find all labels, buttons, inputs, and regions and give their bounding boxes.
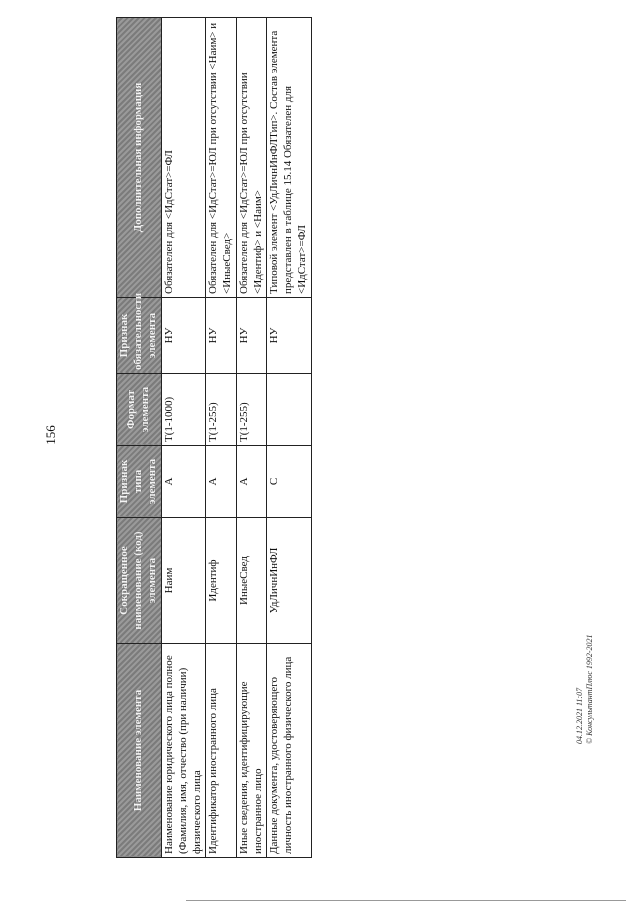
- cell-type: А: [162, 446, 206, 518]
- cell-info: Обязателен для <ИдСтат>=ЮЛ при отсутствии <Идентиф> и <Наим>: [236, 18, 267, 298]
- cell-name: Наименование юридического лица полное (Фамилия, имя, отчество (при наличии) физического лица: [162, 644, 206, 858]
- cell-required: НУ: [206, 298, 237, 374]
- cell-format: T(1-255): [206, 374, 237, 446]
- page-number: 156: [42, 425, 58, 445]
- table-row: [206, 18, 237, 858]
- table-row: [162, 18, 206, 858]
- cell-type: А: [236, 446, 267, 518]
- cell-format: T(1-255): [236, 374, 267, 446]
- header-type: Признак типа элемента: [117, 446, 162, 518]
- header-format: Формат элемента: [117, 374, 162, 446]
- cell-format: [267, 374, 311, 446]
- table-row: [267, 18, 311, 858]
- stamp-date: 04.12.2021 11:07: [575, 687, 584, 744]
- cell-info: Обязателен для <ИдСтат>=ФЛ: [162, 18, 206, 298]
- cell-name: Данные документа, удостоверяющего личность иностранного физического лица: [267, 644, 311, 858]
- cell-required: НУ: [162, 298, 206, 374]
- cell-required: НУ: [236, 298, 267, 374]
- cell-info: Типовой элемент <УдЛичнИнФЛТип>. Состав элемента представлен в таблице 15.14 Обязателен для <ИдСтат>=ФЛ: [267, 18, 311, 298]
- print-stamp: [575, 634, 594, 744]
- elements-table: [116, 17, 312, 858]
- table-header-row: [117, 18, 162, 858]
- header-info: Дополнительная информация: [117, 18, 162, 298]
- cell-type: С: [267, 446, 311, 518]
- header-name: Наименование элемента: [117, 644, 162, 858]
- cell-name: Идентификатор иностранного лица: [206, 644, 237, 858]
- cell-format: T(1-1000): [162, 374, 206, 446]
- cell-code: Идентиф: [206, 518, 237, 644]
- table-wrapper: [116, 18, 308, 858]
- stamp-source: © КонсультантПлюс 1992-2021: [584, 634, 594, 744]
- cell-name: Иные сведения, идентифицирующие иностранное лицо: [236, 644, 267, 858]
- cell-code: ИныеСвед: [236, 518, 267, 644]
- header-required: Признак обязательности элемента: [117, 298, 162, 374]
- table-row: [236, 18, 267, 858]
- cell-required: НУ: [267, 298, 311, 374]
- cell-info: Обязателен для <ИдСтат>=ЮЛ при отсутствии <Наим> и <ИныеСвед>: [206, 18, 237, 298]
- header-code: Сокращенное наименование (код) элемента: [117, 518, 162, 644]
- scan-edge-line: [186, 900, 626, 901]
- cell-code: Наим: [162, 518, 206, 644]
- cell-code: УдЛичнИнФЛ: [267, 518, 311, 644]
- cell-type: А: [206, 446, 237, 518]
